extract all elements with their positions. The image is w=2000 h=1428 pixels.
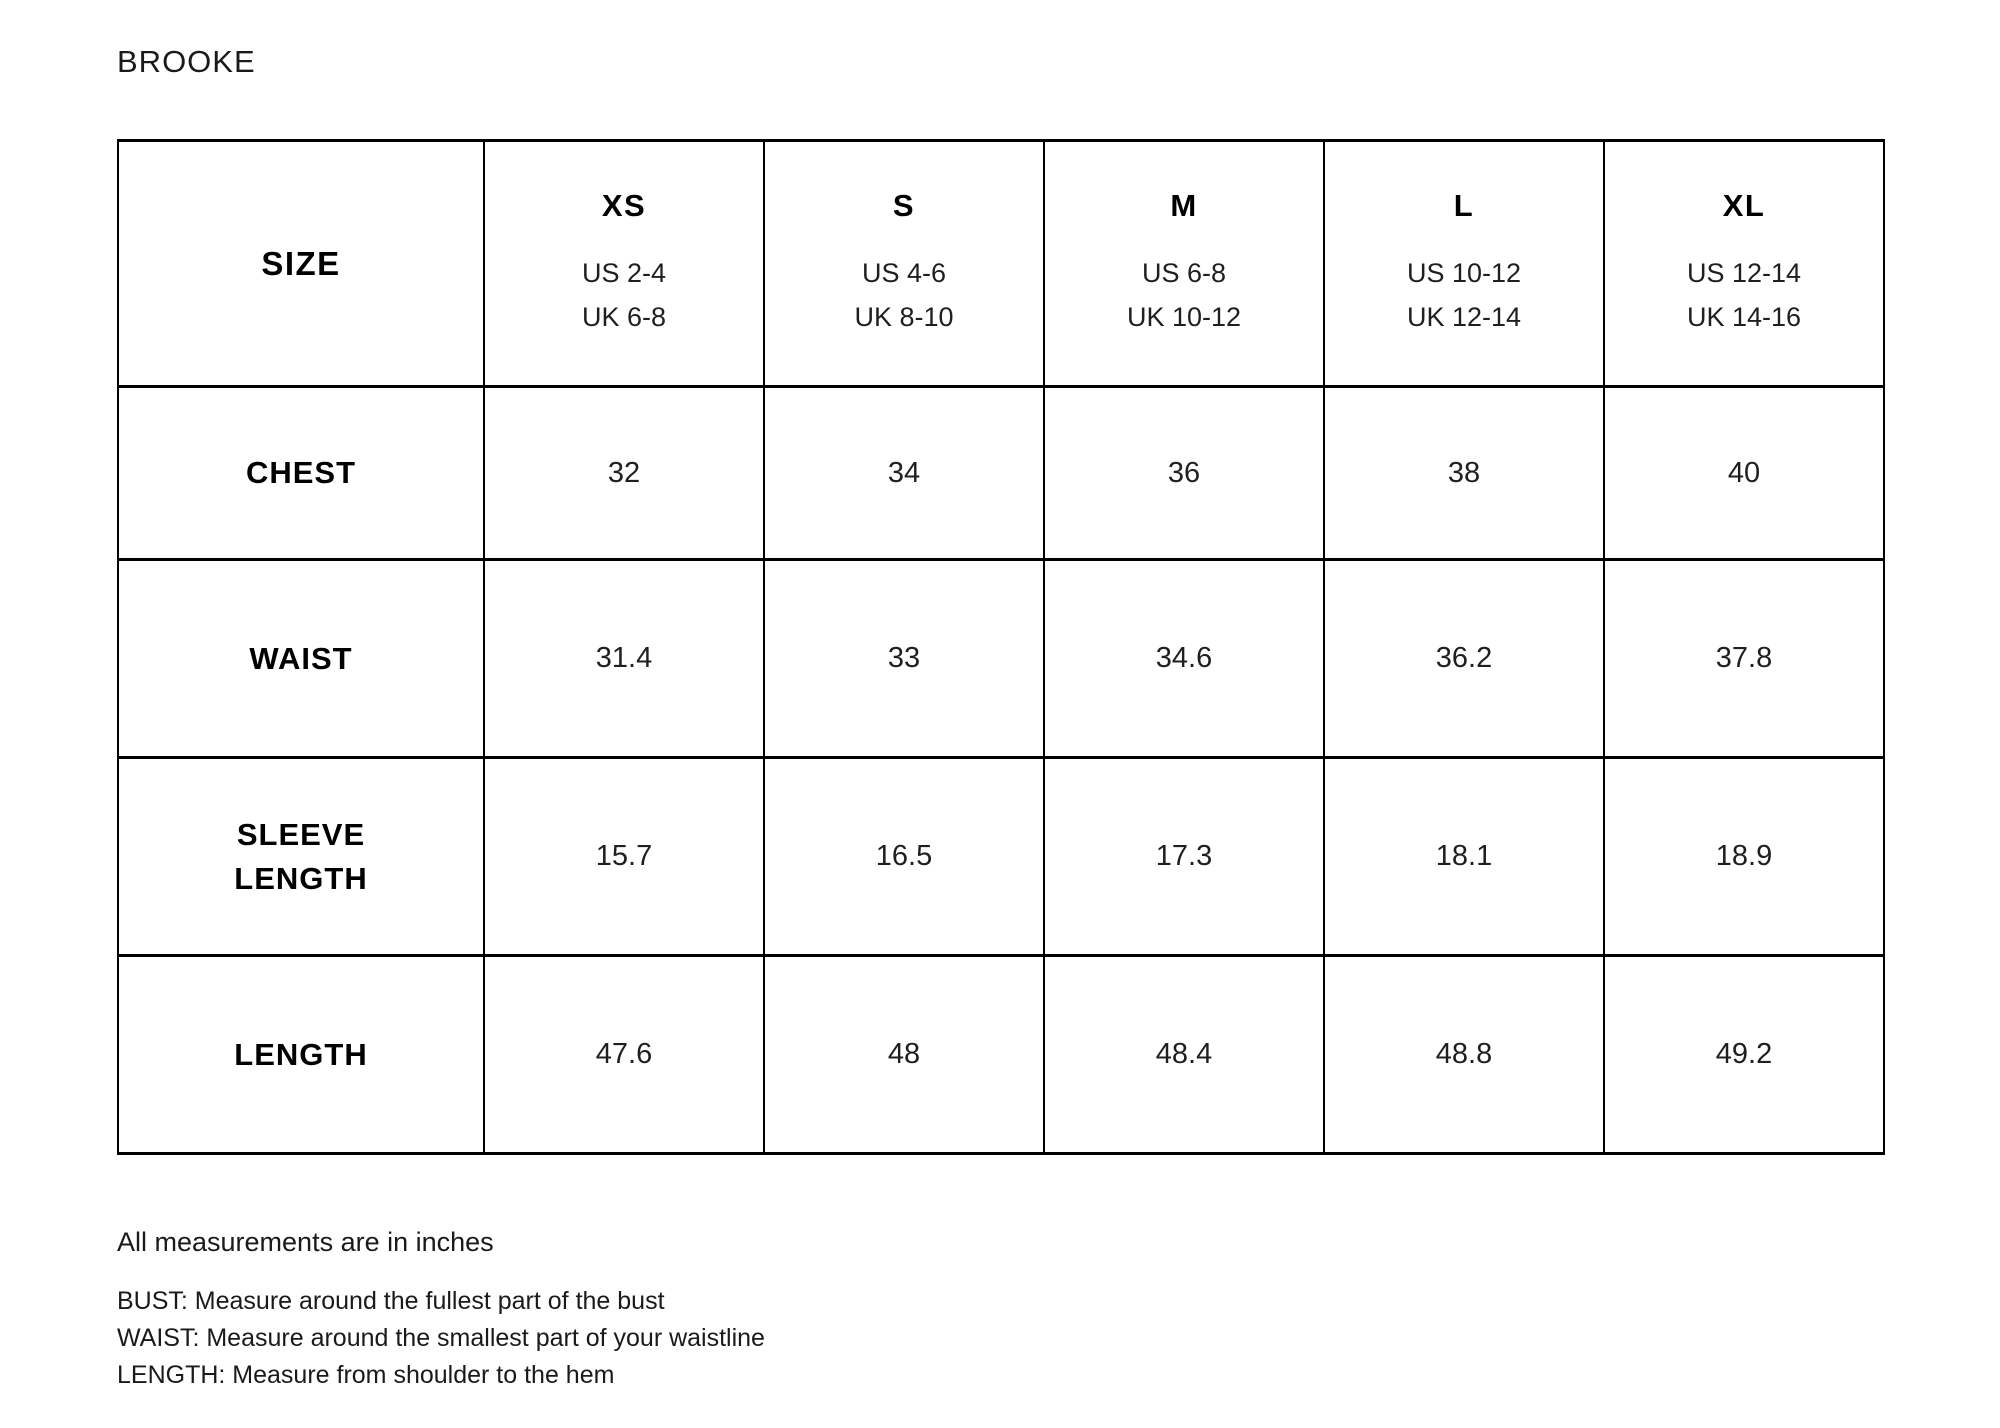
sleeve-length-value-l: 18.1 [1324, 758, 1604, 956]
size-uk-m: UK 10-12 [1126, 301, 1242, 332]
sleeve-length-value-s: 16.5 [764, 758, 1044, 956]
row-label-cell [118, 758, 484, 956]
chest-value-s: 34 [764, 387, 1044, 560]
size-uk-xl: UK 14-16 [1686, 301, 1802, 332]
size-us-l: US 10-12 [1406, 258, 1522, 289]
instruction-waist: WAIST: Measure around the smallest part of your waistline [117, 1324, 765, 1352]
size-us-s: US 4-6 [861, 258, 947, 289]
row-label-chest: CHEST [245, 455, 357, 491]
column-header-l [1324, 141, 1604, 387]
column-header-xs [484, 141, 764, 387]
waist-value-xl: 37.8 [1604, 560, 1884, 758]
size-name-m: M [1170, 188, 1198, 224]
size-uk-xs: UK 6-8 [581, 301, 667, 332]
size-name-xs: XS [601, 188, 647, 224]
sleeve-length-value-m: 17.3 [1044, 758, 1324, 956]
length-value-xs: 47.6 [484, 956, 764, 1154]
instruction-length: LENGTH: Measure from shoulder to the hem [117, 1361, 615, 1389]
row-label-cell [118, 956, 484, 1154]
size-chart-table [117, 139, 1885, 1155]
column-header-s [764, 141, 1044, 387]
table-row-chest [118, 387, 1884, 560]
size-corner-label: SIZE [261, 244, 341, 282]
measurement-instructions [117, 1283, 765, 1394]
sleeve-length-value-xs: 15.7 [484, 758, 764, 956]
row-label-length: LENGTH [234, 1036, 368, 1072]
measurement-units-note: All measurements are in inches [117, 1227, 494, 1257]
chest-value-l: 38 [1324, 387, 1604, 560]
column-header-m [1044, 141, 1324, 387]
waist-value-xs: 31.4 [484, 560, 764, 758]
size-uk-s: UK 8-10 [854, 301, 954, 332]
size-us-m: US 6-8 [1141, 258, 1227, 289]
table-row-length [118, 956, 1884, 1154]
row-label-sleeve-length: SLEEVE LENGTH [234, 817, 368, 896]
size-name-xl: XL [1722, 188, 1766, 224]
table-row-sleeve-length [118, 758, 1884, 956]
waist-value-l: 36.2 [1324, 560, 1604, 758]
size-name-s: S [892, 188, 916, 224]
chest-value-m: 36 [1044, 387, 1324, 560]
length-value-s: 48 [764, 956, 1044, 1154]
row-label-cell [118, 560, 484, 758]
length-value-l: 48.8 [1324, 956, 1604, 1154]
row-label-waist: WAIST [249, 640, 353, 676]
sleeve-length-value-xl: 18.9 [1604, 758, 1884, 956]
chest-value-xl: 40 [1604, 387, 1884, 560]
row-label-cell [118, 387, 484, 560]
table-row-waist [118, 560, 1884, 758]
size-us-xl: US 12-14 [1686, 258, 1802, 289]
length-value-m: 48.4 [1044, 956, 1324, 1154]
column-header-xl [1604, 141, 1884, 387]
chest-value-xs: 32 [484, 387, 764, 560]
table-header-row [118, 141, 1884, 387]
page-title: BROOKE [117, 44, 256, 79]
size-uk-l: UK 12-14 [1406, 301, 1522, 332]
size-us-xs: US 2-4 [581, 258, 667, 289]
length-value-xl: 49.2 [1604, 956, 1884, 1154]
waist-value-m: 34.6 [1044, 560, 1324, 758]
size-name-l: L [1453, 188, 1475, 224]
instruction-bust: BUST: Measure around the fullest part of the bust [117, 1287, 665, 1315]
waist-value-s: 33 [764, 560, 1044, 758]
size-corner-cell [118, 141, 484, 387]
